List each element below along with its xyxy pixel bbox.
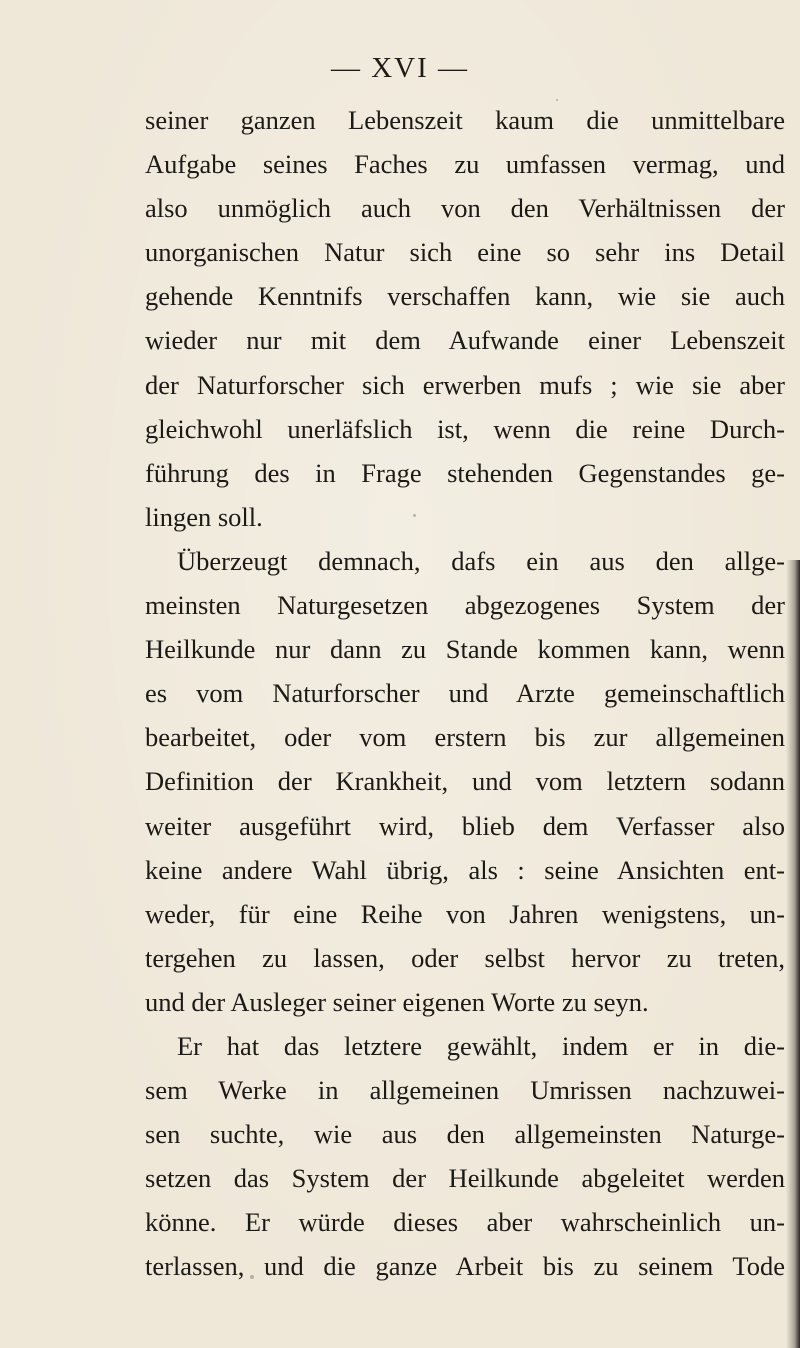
text-line: seiner ganzen Lebenszeit kaum die unmittelbare xyxy=(145,105,785,135)
text-line: unorganischen Natur sich eine so sehr ins Detail xyxy=(145,237,785,268)
text-line: Definition der Krankheit, und vom letztern sodann xyxy=(145,766,785,797)
text-line: Er hat das letztere gewählt, indem er in die- xyxy=(177,1030,785,1061)
text-line: tergehen zu lassen, oder selbst hervor zu treten, xyxy=(145,942,785,973)
text-line: terlassen, und die ganze Arbeit bis zu seinem Tode xyxy=(145,1251,785,1282)
text-line: lingen soll. xyxy=(145,501,263,532)
text-line: Aufgabe seines Faches zu umfassen vermag, und xyxy=(145,149,785,180)
text-line: es vom Naturforscher und Arzte gemeinschaftlich xyxy=(145,678,785,709)
text-line: meinsten Naturgesetzen abgezogenes System der xyxy=(145,590,785,621)
text-line: und der Ausleger seiner eigenen Worte zu seyn. xyxy=(145,986,649,1017)
page-edge-shadow xyxy=(786,560,800,1348)
text-line: führung des in Frage stehenden Gegenstandes ge- xyxy=(145,457,785,488)
page-header-numeral: — XVI — xyxy=(330,52,470,84)
text-line: Überzeugt demnach, dafs ein aus den allge- xyxy=(177,545,785,576)
text-line: setzen das System der Heilkunde abgeleitet werden xyxy=(145,1163,785,1194)
text-line: gleichwohl unerläfslich ist, wenn die reine Durch- xyxy=(145,413,785,444)
text-line: keine andere Wahl übrig, als : seine Ansichten ent- xyxy=(145,854,785,885)
text-line: der Naturforscher sich erwerben mufs ; wie sie aber xyxy=(145,369,785,400)
paper-speck xyxy=(556,99,558,101)
text-line: bearbeitet, oder vom erstern bis zur allgemeinen xyxy=(145,722,785,753)
text-line: Heilkunde nur dann zu Stande kommen kann, wenn xyxy=(145,634,785,665)
text-line: wieder nur mit dem Aufwande einer Lebenszeit xyxy=(145,325,785,356)
paper-speck xyxy=(250,1275,254,1279)
text-line: sem Werke in allgemeinen Umrissen nachzuwei- xyxy=(145,1075,785,1106)
paper-speck xyxy=(413,514,416,517)
text-line: also unmöglich auch von den Verhältnissen der xyxy=(145,193,785,224)
text-line: könne. Er würde dieses aber wahrscheinlich un- xyxy=(145,1207,785,1238)
text-line: weder, für eine Reihe von Jahren wenigstens, un- xyxy=(145,898,785,929)
text-line: weiter ausgeführt wird, blieb dem Verfasser also xyxy=(145,810,785,841)
text-line: gehende Kenntnifs verschaffen kann, wie sie auch xyxy=(145,281,785,312)
body-text xyxy=(145,98,785,1289)
text-line: sen suchte, wie aus den allgemeinsten Naturge- xyxy=(145,1119,785,1150)
